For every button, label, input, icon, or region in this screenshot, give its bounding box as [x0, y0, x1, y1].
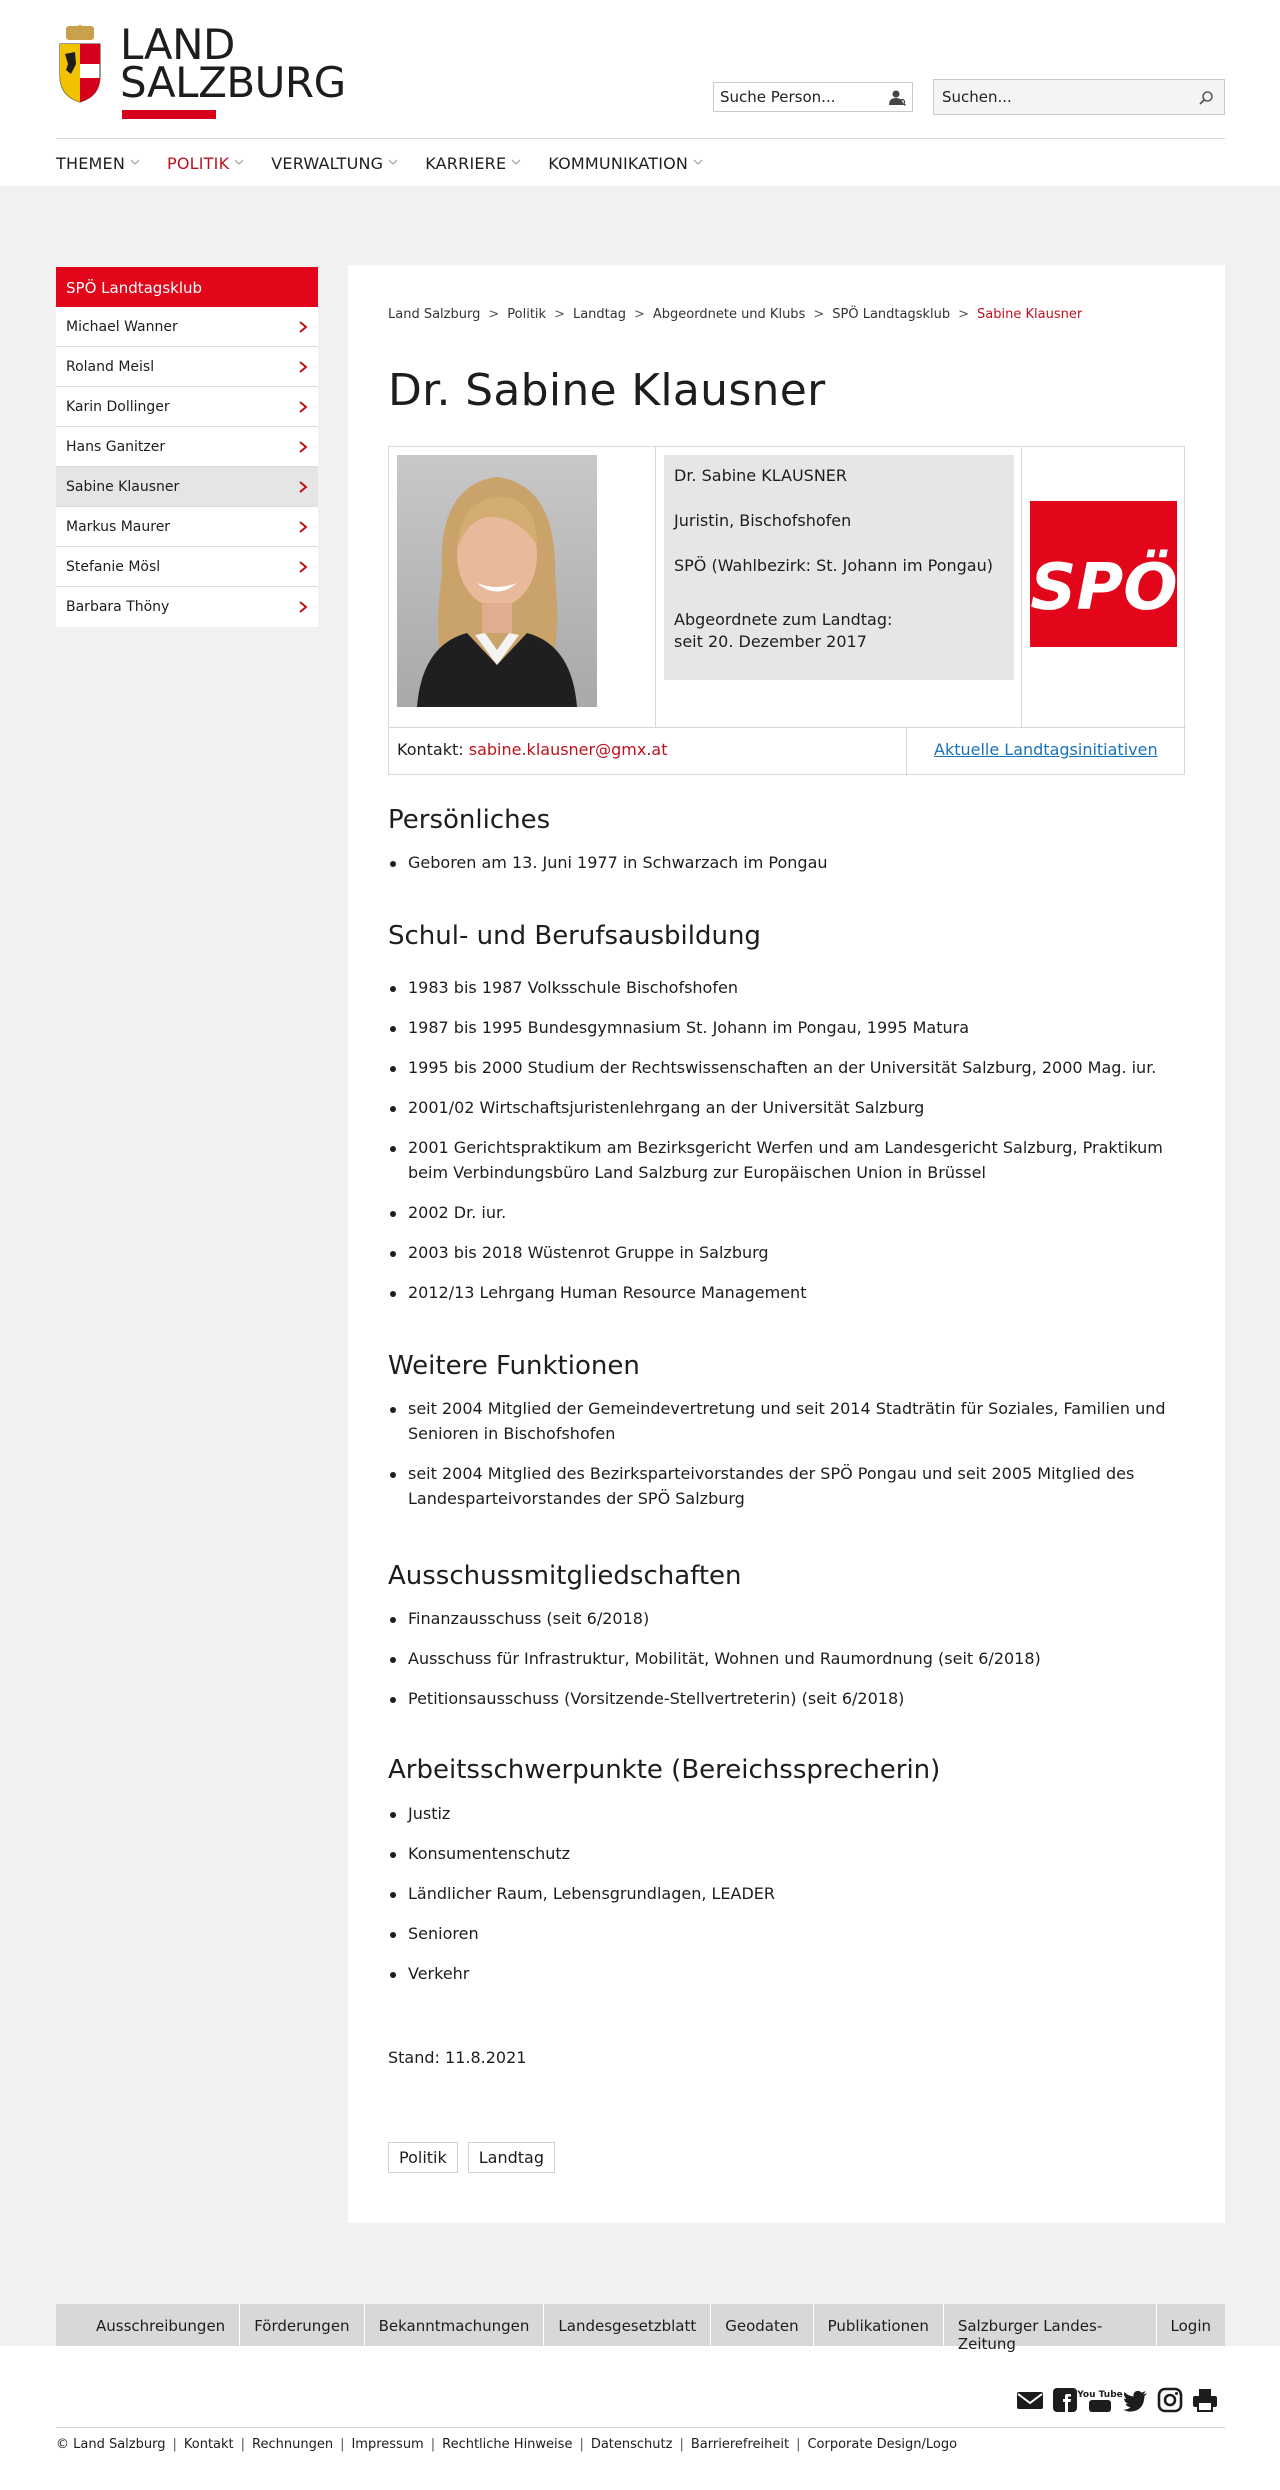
footer-link-kontakt[interactable]: Kontakt — [183, 2437, 234, 2452]
instagram-icon[interactable] — [1156, 2386, 1184, 2414]
main-content — [348, 265, 1225, 2223]
nav-themen[interactable] — [56, 150, 140, 176]
sidebar-item-barbara-thoeny[interactable] — [56, 587, 318, 627]
list-item: Konsumentenschutz — [388, 1841, 1178, 1866]
list-item: seit 2004 Mitglied des Bezirksparteivorstandes der SPÖ Pongau und seit 2005 Mitglied des Landesparteivorstandes der SPÖ Salzburg — [388, 1461, 1178, 1511]
breadcrumb-separator: > — [554, 307, 565, 322]
nav-label: KARRIERE — [425, 153, 507, 173]
chevron-right-icon — [298, 601, 308, 613]
list-item: Senioren — [388, 1921, 1178, 1946]
list-item: 2001/02 Wirtschaftsjuristenlehrgang an der Universität Salzburg — [388, 1095, 1178, 1120]
footer-link-datenschutz[interactable]: Datenschutz — [590, 2437, 673, 2452]
mail-icon[interactable] — [1016, 2386, 1044, 2414]
list-item: seit 2004 Mitglied der Gemeindevertretung und seit 2014 Stadträtin für Soziales, Familien und Senioren in Bischofshofen — [388, 1396, 1178, 1446]
profile-party: SPÖ (Wahlbezirk: St. Johann im Pongau) — [674, 556, 993, 575]
list-item: Petitionsausschuss (Vorsitzende-Stellvertreterin) (seit 6/2018) — [388, 1686, 1178, 1711]
tag-politik[interactable]: Politik — [388, 2142, 458, 2173]
list-funktionen — [388, 1396, 1178, 1526]
contact-line — [397, 740, 667, 759]
spoe-logo — [1030, 501, 1177, 647]
chevron-down-icon — [130, 157, 140, 167]
sidebar-item-label: Sabine Klausner — [66, 479, 180, 495]
logo-wordmark — [120, 20, 346, 107]
heading-persoenliches: Persönliches — [388, 805, 551, 835]
sidebar-item-label: Michael Wanner — [66, 319, 178, 335]
chevron-right-icon — [298, 481, 308, 493]
breadcrumb-land-salzburg[interactable]: Land Salzburg — [388, 307, 481, 322]
nav-label: VERWALTUNG — [271, 153, 384, 173]
contact-divider — [906, 728, 907, 776]
header-divider — [56, 138, 1225, 139]
sidebar-item-stefanie-moesl[interactable] — [56, 547, 318, 587]
footer-landes-zeitung[interactable]: Salzburger Landes-Zeitung — [944, 2304, 1157, 2346]
landtagsinitiativen-link[interactable]: Aktuelle Landtagsinitiativen — [934, 740, 1158, 759]
sidebar-item-label: Karin Dollinger — [66, 399, 170, 415]
list-item: 1995 bis 2000 Studium der Rechtswissenschaften an der Universität Salzburg, 2000 Mag. iur. — [388, 1055, 1178, 1080]
list-item: Justiz — [388, 1801, 1178, 1826]
spoe-logo-mark — [1030, 501, 1177, 647]
chevron-right-icon — [298, 321, 308, 333]
list-item: Ländlicher Raum, Lebensgrundlagen, LEADER — [388, 1881, 1178, 1906]
breadcrumb-current: Sabine Klausner — [977, 307, 1083, 322]
party-logo-cell — [1022, 447, 1185, 727]
person-search-input[interactable] — [714, 83, 874, 111]
social-links — [1016, 2386, 1226, 2414]
email-link[interactable]: sabine.klausner@gmx.at — [468, 740, 668, 759]
breadcrumb-spoe-landtagsklub[interactable]: SPÖ Landtagsklub — [832, 307, 951, 322]
list-item: 2012/13 Lehrgang Human Resource Management — [388, 1280, 1178, 1305]
list-item: Geboren am 13. Juni 1977 in Schwarzach im Pongau — [388, 850, 1178, 875]
sidebar-item-sabine-klausner[interactable] — [56, 467, 318, 507]
chevron-right-icon — [298, 401, 308, 413]
youtube-label: You Tube — [1077, 2390, 1123, 2400]
list-item: 1983 bis 1987 Volksschule Bischofshofen — [388, 975, 1178, 1000]
heading-funktionen: Weitere Funktionen — [388, 1351, 640, 1381]
site-header — [0, 0, 1280, 186]
sidebar-item-michael-wanner[interactable] — [56, 307, 318, 347]
main-navigation — [56, 150, 730, 176]
breadcrumb-politik[interactable]: Politik — [507, 307, 547, 322]
list-schwerpunkte — [388, 1801, 1178, 2001]
sidebar-item-label: Stefanie Mösl — [66, 559, 161, 575]
sidebar-item-hans-ganitzer[interactable] — [56, 427, 318, 467]
footer-navigation — [56, 2304, 1225, 2353]
nav-label: KOMMUNIKATION — [548, 153, 689, 173]
profile-contact-row — [389, 727, 1186, 775]
salzburg-crest-icon — [56, 24, 104, 104]
person-search-box — [713, 82, 913, 112]
chevron-down-icon — [693, 157, 703, 167]
footer-ausschreibungen[interactable]: Ausschreibungen — [56, 2304, 240, 2346]
footer-link-rechnungen[interactable]: Rechnungen — [252, 2437, 334, 2452]
nav-label: THEMEN — [56, 153, 125, 173]
footer-login[interactable]: Login — [1170, 2317, 1211, 2335]
chevron-right-icon — [298, 521, 308, 533]
portrait-photo — [397, 455, 597, 707]
land-salzburg-logo[interactable] — [56, 20, 346, 124]
portrait-illustration — [397, 455, 597, 707]
sidebar-item-markus-maurer[interactable] — [56, 507, 318, 547]
nav-kommunikation[interactable] — [548, 150, 703, 176]
breadcrumb — [388, 307, 1090, 322]
breadcrumb-abgeordnete[interactable]: Abgeordnete und Klubs — [652, 307, 806, 322]
breadcrumb-separator: > — [813, 307, 825, 322]
breadcrumb-landtag[interactable]: Landtag — [572, 307, 626, 322]
footer-publikationen[interactable]: Publikationen — [814, 2304, 944, 2346]
list-item: Verkehr — [388, 1961, 1178, 1986]
search-icon[interactable] — [1198, 90, 1214, 106]
footer-legal-links: © Land Salzburg | Kontakt | Rechnungen | Impressum | Rechtliche Hinweise | Datenschutz | Barrierefreiheit | Corporate Design/Logo — [56, 2437, 958, 2452]
copyright: © Land Salzburg — [56, 2437, 166, 2452]
chevron-down-icon — [511, 157, 521, 167]
contact-label: Kontakt: — [397, 740, 464, 759]
logo-line1: LAND — [120, 20, 235, 69]
sidebar-item-label: Roland Meisl — [66, 359, 155, 375]
site-search-input[interactable] — [934, 80, 1174, 114]
footer-bekanntmachungen[interactable]: Bekanntmachungen — [365, 2304, 545, 2346]
twitter-icon[interactable] — [1121, 2386, 1149, 2414]
sidebar-item-label: Hans Ganitzer — [66, 439, 166, 455]
chevron-down-icon — [234, 157, 244, 167]
logo-line2: SALZBURG — [120, 58, 346, 107]
profile-role-line2: seit 20. Dezember 2017 — [674, 632, 867, 651]
profile-name: Dr. Sabine KLAUSNER — [674, 466, 848, 485]
spoe-logo-text: SPÖ — [1030, 551, 1178, 625]
footer-landesgesetzblatt[interactable]: Landesgesetzblatt — [544, 2304, 711, 2346]
list-item: Ausschuss für Infrastruktur, Mobilität, Wohnen und Raumordnung (seit 6/2018) — [388, 1646, 1178, 1671]
footer-link-impressum[interactable]: Impressum — [351, 2437, 424, 2452]
facebook-icon[interactable] — [1051, 2386, 1079, 2414]
tag-list — [388, 2142, 565, 2173]
footer-geodaten[interactable]: Geodaten — [711, 2304, 813, 2346]
chevron-right-icon — [298, 441, 308, 453]
list-item: 2003 bis 2018 Wüstenrot Gruppe in Salzburg — [388, 1240, 1178, 1265]
breadcrumb-separator: > — [488, 307, 500, 322]
list-ausschuss — [388, 1606, 1178, 1726]
heading-schwerpunkte: Arbeitsschwerpunkte (Bereichssprecherin) — [388, 1755, 941, 1785]
page-title: Dr. Sabine Klausner — [388, 365, 826, 416]
breadcrumb-separator: > — [958, 307, 970, 322]
footer-link-rechtliche-hinweise[interactable]: Rechtliche Hinweise — [442, 2437, 573, 2452]
footer-foerderungen[interactable]: Förderungen — [240, 2304, 364, 2346]
profile-profession: Juristin, Bischofshofen — [674, 511, 852, 530]
heading-ausschuss: Ausschussmitgliedschaften — [388, 1561, 742, 1591]
logo-red-bar — [122, 110, 216, 119]
breadcrumb-separator: > — [633, 307, 645, 322]
footer-divider — [56, 2427, 1225, 2428]
sidebar-item-karin-dollinger[interactable] — [56, 387, 318, 427]
list-ausbildung — [388, 975, 1178, 1320]
sidebar-item-roland-meisl[interactable] — [56, 347, 318, 387]
person-search-icon[interactable] — [888, 89, 906, 107]
list-item: 2001 Gerichtspraktikum am Bezirksgericht Werfen und am Landesgericht Salzburg, Praktikum beim Verbindungsbüro Land Salzburg zur Europäischen Union in Brüssel — [388, 1135, 1178, 1185]
site-search-box — [933, 79, 1225, 115]
nav-label: POLITIK — [167, 153, 230, 173]
list-item: Finanzausschuss (seit 6/2018) — [388, 1606, 1178, 1631]
profile-info-box — [664, 455, 1014, 680]
footer-link-barrierefreiheit[interactable]: Barrierefreiheit — [690, 2437, 790, 2452]
sidebar — [56, 267, 318, 627]
chevron-right-icon — [298, 561, 308, 573]
nav-verwaltung[interactable] — [271, 150, 398, 176]
profile-photo-cell — [389, 447, 656, 727]
profile-role-line1: Abgeordnete zum Landtag: — [674, 610, 893, 629]
list-item: 1987 bis 1995 Bundesgymnasium St. Johann im Pongau, 1995 Matura — [388, 1015, 1178, 1040]
nav-karriere[interactable] — [425, 150, 521, 176]
chevron-right-icon — [298, 361, 308, 373]
youtube-icon[interactable] — [1077, 2386, 1123, 2414]
last-updated: Stand: 11.8.2021 — [388, 2048, 527, 2067]
sidebar-item-label: Markus Maurer — [66, 519, 171, 535]
sidebar-title[interactable]: SPÖ Landtagsklub — [56, 267, 318, 307]
list-item: 2002 Dr. iur. — [388, 1200, 1178, 1225]
list-persoenliches — [388, 850, 1178, 890]
profile-info-cell — [656, 447, 1022, 727]
tag-landtag[interactable]: Landtag — [468, 2142, 555, 2173]
print-icon[interactable] — [1191, 2386, 1219, 2414]
footer-link-corporate-design[interactable]: Corporate Design/Logo — [807, 2437, 958, 2452]
nav-politik[interactable] — [167, 150, 244, 176]
sidebar-item-label: Barbara Thöny — [66, 599, 170, 615]
profile-table — [388, 446, 1185, 775]
chevron-down-icon — [388, 157, 398, 167]
heading-ausbildung: Schul- und Berufsausbildung — [388, 921, 761, 951]
